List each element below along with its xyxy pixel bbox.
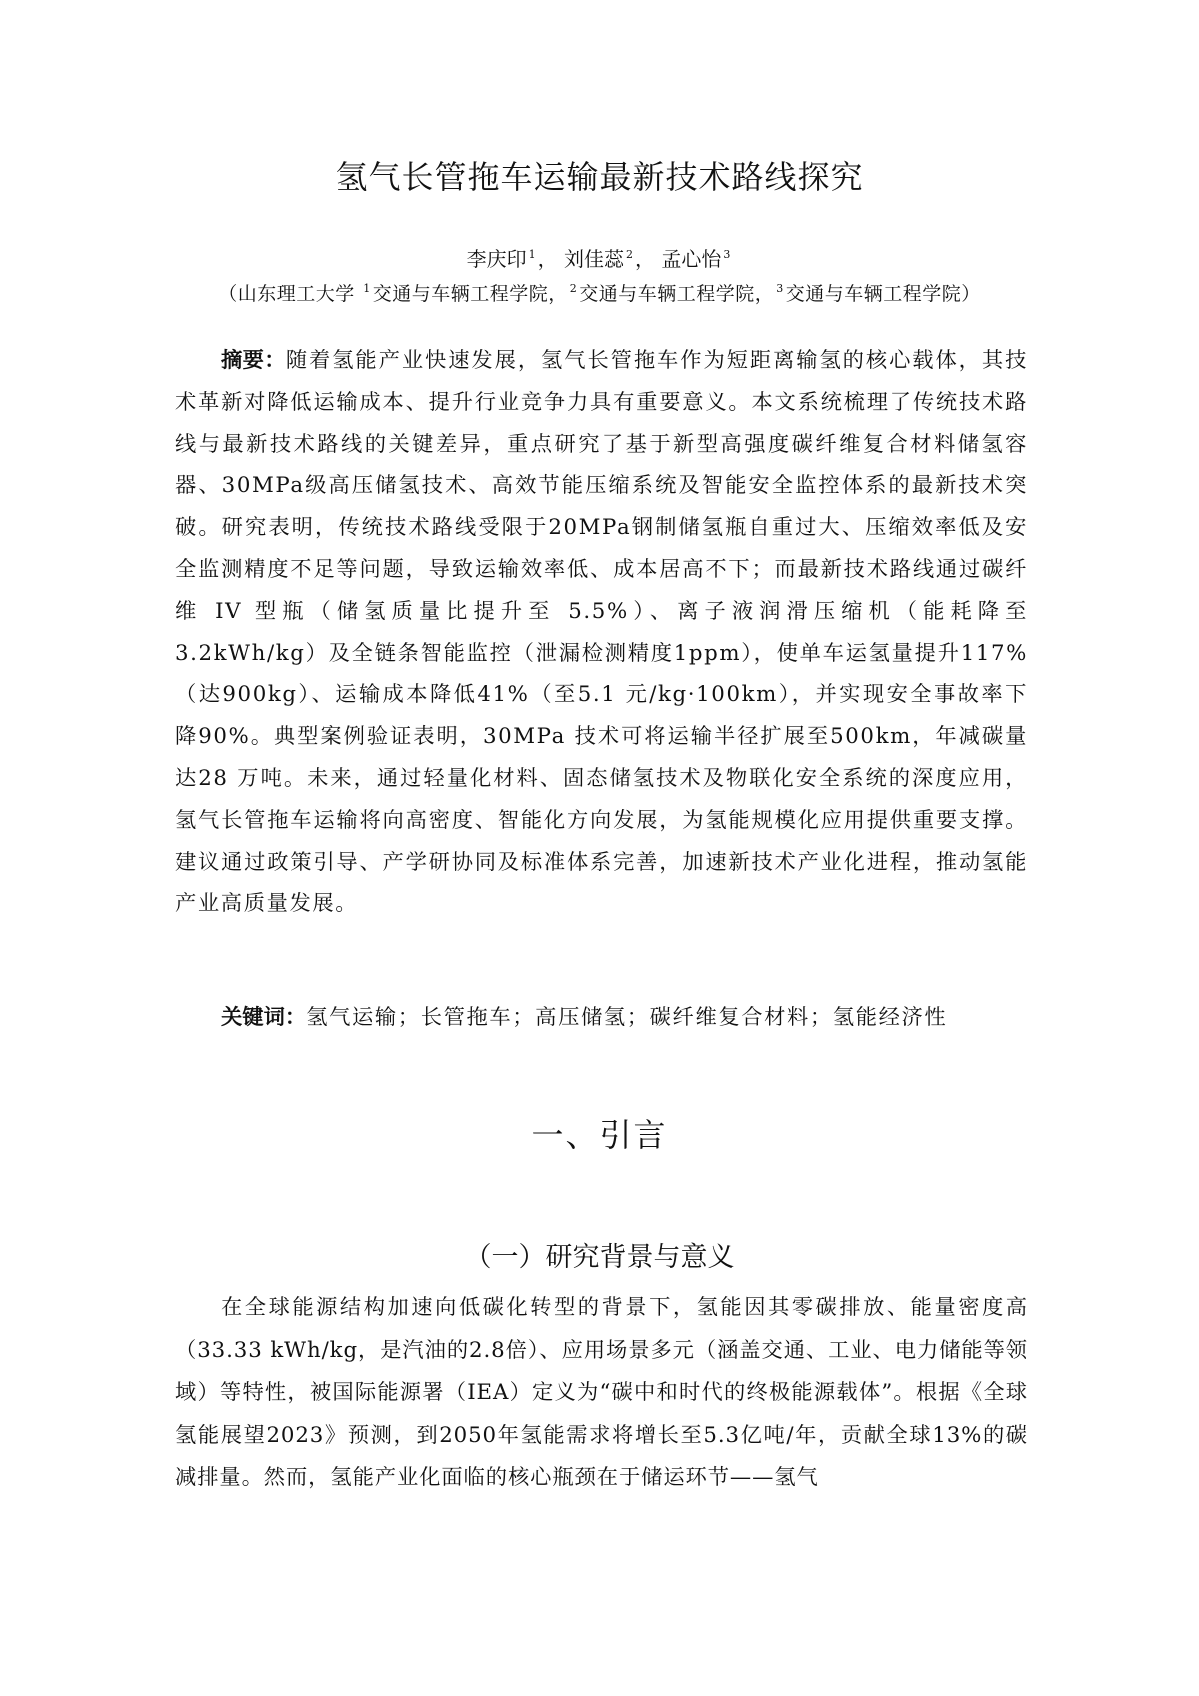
affiliation-dept: 交通与车辆工程学院， bbox=[372, 283, 568, 305]
author-affil-mark: 1 bbox=[528, 248, 536, 261]
section-heading: 一、引言 bbox=[531, 1116, 668, 1154]
keywords-text: 氢气运输；长管拖车；高压储氢；碳纤维复合材料；氢能经济性 bbox=[306, 1005, 948, 1030]
author-name: 李庆印 bbox=[466, 247, 527, 271]
body-paragraph: 在全球能源结构加速向低碳化转型的背景下，氢能因其零碳排放、能量密度高（33.33 kWh/kg，是汽油的2.8倍）、应用场景多元（涵盖交通、工业、电力储能等领域）等特性，被国际能源署（IEA）定义为“碳中和时代的终极能源载体”。根据《全球氢能展望2023》预测，到2050年氢能需求将增长至5.3亿吨/年，贡献全球13%的碳减排量。然而，氢能产业化面临的核心瓶颈在于储运环节——氢气 bbox=[175, 1295, 1028, 1490]
author-name: 孟心怡 bbox=[661, 247, 722, 271]
abstract bbox=[175, 340, 1028, 925]
affiliation-dept: 交通与车辆工程学院） bbox=[785, 283, 981, 305]
abstract-text: 随着氢能产业快速发展，氢气长管拖车作为短距离输氢的核心载体，其技术革新对降低运输成本、提升行业竞争力具有重要意义。本文系统梳理了传统技术路线与最新技术路线的关键差异，重点研究了基于新型高强度碳纤维复合材料储氢容器、30MPa级高压储氢技术、高效节能压缩系统及智能安全监控体系的最新技术突破。研究表明，传统技术路线受限于20MPa钢制储氢瓶自重过大、压缩效率低及安全监测精度不足等问题，导致运输效率低、成本居高不下；而最新技术路线通过碳纤维 IV 型瓶（储氢质量比提升至 5.5%）、离子液润滑压缩机（能耗降至3.2kWh/kg）及全链条智能监控（泄漏检测精度1ppm），使单车运氢量提升117%（达900kg）、运输成本降低41%（至5.1 元/kg·100km），并实现安全事故率下降90%。典型案例验证表明，30MPa 技术可将运输半径扩展至500km，年减碳量达28 万吨。未来，通过轻量化材料、固态储氢技术及物联化安全系统的深度应用，氢气长管拖车运输将向高密度、智能化方向发展，为氢能规模化应用提供重要支撑。建议通过政策引导、产学研协同及标准体系完善，加速新技术产业化进程，推动氢能产业高质量发展。 bbox=[175, 348, 1028, 917]
author-affil-mark: 2 bbox=[626, 248, 633, 261]
affiliation-mark: 2 bbox=[569, 282, 578, 295]
affiliation-dept: 交通与车辆工程学院， bbox=[579, 283, 775, 305]
affiliation-mark: 3 bbox=[776, 282, 784, 295]
author-separator: ， bbox=[635, 247, 655, 271]
author-name: 刘佳蕊 bbox=[564, 247, 624, 271]
affiliation-mark: 1 bbox=[363, 282, 371, 295]
paper-title: 氢气长管拖车运输最新技术路线探究 bbox=[335, 158, 864, 196]
author-affil-mark: 3 bbox=[723, 248, 731, 261]
author-list bbox=[0, 243, 1199, 272]
abstract-label: 摘要： bbox=[221, 348, 286, 373]
keywords bbox=[221, 1000, 1041, 1031]
affiliation-line bbox=[0, 279, 1199, 306]
subsection-heading: （一）研究背景与意义 bbox=[464, 1242, 735, 1273]
author-separator: ， bbox=[537, 247, 558, 271]
affiliation-university: （山东理工大学 bbox=[218, 283, 362, 305]
keywords-label: 关键词： bbox=[221, 1005, 307, 1030]
